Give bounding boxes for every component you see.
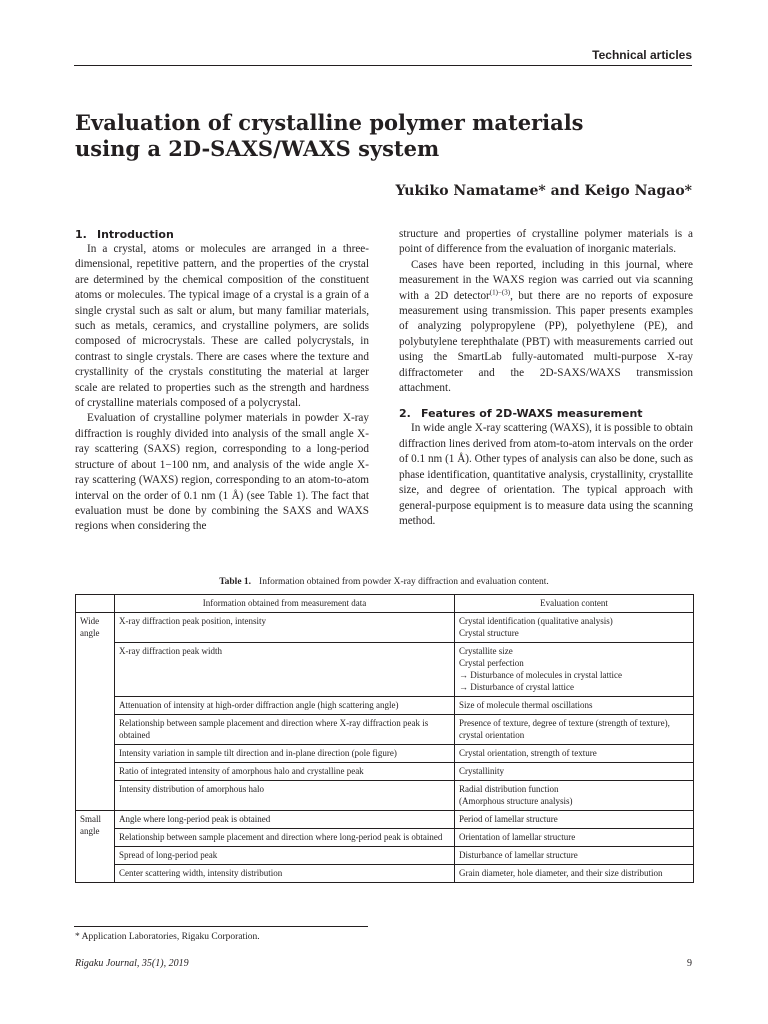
eval-line: Crystallite size <box>459 646 513 656</box>
table-cell-eval <box>455 811 694 829</box>
eval-line: → Disturbance of molecules in crystal lattice <box>459 670 622 680</box>
title-line-2: using a 2D-SAXS/WAXS system <box>75 136 440 161</box>
eval-line: Grain diameter, hole diameter, and their size distribution <box>459 868 663 878</box>
header-rule <box>74 65 692 66</box>
table-cell-eval <box>455 745 694 763</box>
title-line-1: Evaluation of crystalline polymer materials <box>75 110 584 135</box>
table-cell-info: Center scattering width, intensity distribution <box>115 865 455 883</box>
table-row <box>76 715 694 745</box>
table-group-label: Small angle <box>76 811 115 883</box>
table-caption <box>0 577 768 587</box>
right-column <box>399 227 693 529</box>
table-header-info: Information obtained from measurement data <box>115 595 455 613</box>
table-label: Table 1. <box>219 577 252 587</box>
eval-line: Crystal identification (qualitative analysis) <box>459 616 613 626</box>
info-table <box>75 594 694 883</box>
table-row <box>76 697 694 715</box>
eval-line: → Disturbance of crystal lattice <box>459 682 574 692</box>
eval-line: Disturbance of lamellar structure <box>459 850 578 860</box>
table-row <box>76 745 694 763</box>
eval-line: Orientation of lamellar structure <box>459 832 576 842</box>
section-2-heading <box>399 406 693 421</box>
table-cell-info: Intensity distribution of amorphous halo <box>115 781 455 811</box>
table-row <box>76 865 694 883</box>
table-body <box>76 613 694 883</box>
section-2-title: Features of 2D-WAXS measurement <box>421 407 643 421</box>
intro-paragraph-2-cont: structure and properties of crystalline polymer materials is a point of difference from the evaluation of inorganic materials. <box>399 228 693 256</box>
section-1-number: 1. <box>75 228 87 241</box>
article-title <box>75 110 635 162</box>
table-header-row <box>76 595 694 613</box>
table-row <box>76 613 694 643</box>
eval-line: Presence of texture, degree of texture (strength of texture), crystal orientation <box>459 718 670 740</box>
table-cell-info: X-ray diffraction peak position, intensity <box>115 613 455 643</box>
eval-line: Crystal orientation, strength of texture <box>459 748 597 758</box>
footnote: * Application Laboratories, Rigaku Corporation. <box>75 932 260 942</box>
authors: Yukiko Namatame* and Keigo Nagao* <box>395 183 692 199</box>
table-row <box>76 763 694 781</box>
table-cell-info: Angle where long-period peak is obtained <box>115 811 455 829</box>
table-cell-eval <box>455 643 694 697</box>
table-cell-eval <box>455 613 694 643</box>
table-cell-info: Spread of long-period peak <box>115 847 455 865</box>
table-group-label: Wide angle <box>76 613 115 811</box>
intro-paragraph-3: Cases have been reported, including in this journal, where measurement in the WAXS region was carried out via scanning with a 2D detector$^{(1)-(3)}$, but there are no reports of exposure measurement using transmission. This paper presents examples of analyzing polypropylene (PP), polyethylene (PE), and polybutylene terephthalate (PBT) with measurements carried out using the SmartLab fully-automated multi-purpose X-ray diffractometer and the 2D-SAXS/WAXS transmission attachment. <box>399 258 693 395</box>
table-row <box>76 643 694 697</box>
table-row <box>76 781 694 811</box>
table-cell-info: X-ray diffraction peak width <box>115 643 455 697</box>
section-1-heading <box>75 227 369 242</box>
table-cell-info: Relationship between sample placement and direction where X-ray diffraction peak is obtained <box>115 715 455 745</box>
table-caption-text: Information obtained from powder X-ray diffraction and evaluation content. <box>259 577 549 587</box>
table-row <box>76 811 694 829</box>
reference-marker: (1)−(3) <box>489 287 511 296</box>
eval-line: Radial distribution function <box>459 784 559 794</box>
table-cell-info: Ratio of integrated intensity of amorphous halo and crystalline peak <box>115 763 455 781</box>
table-header-eval: Evaluation content <box>455 595 694 613</box>
table-cell-eval <box>455 763 694 781</box>
table-cell-eval <box>455 781 694 811</box>
page-number: 9 <box>687 958 692 969</box>
section-2-number: 2. <box>399 407 411 421</box>
left-column <box>75 227 369 535</box>
waxs-paragraph-1: In wide angle X-ray scattering (WAXS), it is possible to obtain diffraction lines derived from atom-to-atom intervals on the order of 0.1 nm (1 Å). Other types of analysis can also be done, such as phase identification, quantitative analysis, crystallinity, crystallite size, and degree of orientation. The typical approach with general-purpose equipment is to measure data using the scanning method. <box>399 422 693 527</box>
table-cell-eval <box>455 829 694 847</box>
eval-line: Crystallinity <box>459 766 504 776</box>
table-cell-eval <box>455 847 694 865</box>
table-header-empty <box>76 595 115 613</box>
table-cell-eval <box>455 697 694 715</box>
eval-line: Size of molecule thermal oscillations <box>459 700 593 710</box>
table-cell-info: Intensity variation in sample tilt direction and in-plane direction (pole figure) <box>115 745 455 763</box>
intro-paragraph-2: Evaluation of crystalline polymer materials in powder X-ray diffraction is roughly divided into analysis of the small angle X-ray scattering (SAXS) region, corresponding to a long-period structure of about 1−100 nm, and analysis of the wide angle X-ray scattering (WAXS) region, corresponding to an atom-to-atom interval on the order of 0.1 nm (1 Å) (see Table 1). The fact that evaluation must be done by combining the SAXS and WAXS regions when considering the <box>75 412 369 533</box>
table-cell-eval <box>455 715 694 745</box>
section-1-title: Introduction <box>97 228 174 241</box>
table-row <box>76 847 694 865</box>
journal-citation: Rigaku Journal, 35(1), 2019 <box>75 958 189 969</box>
eval-line: Crystal structure <box>459 628 519 638</box>
table-cell-info: Relationship between sample placement and direction where long-period peak is obtained <box>115 829 455 847</box>
section-label: Technical articles <box>592 48 692 62</box>
eval-line: (Amorphous structure analysis) <box>459 796 573 806</box>
footnote-rule <box>74 926 368 927</box>
eval-line: Crystal perfection <box>459 658 524 668</box>
intro-paragraph-1: In a crystal, atoms or molecules are arranged in a three-dimensional, repetitive pattern, and the properties of the crystal are determined by the chemical composition of the constituent atoms or molecules. The typical image of a crystal is a grain of a single crystal such as salt or alum, but many familiar materials, such as metals, ceramics, and crystalline polymers, are solids composed of microcrystals. These are called polycrystals, in contrast to single crystals. There are cases where the texture and crystallinity of the crystals constituting the material at larger scale are related to properties such as the strength and hardness of crystalline materials composed of a polycrystal. <box>75 243 369 410</box>
table-cell-eval <box>455 865 694 883</box>
eval-line: Period of lamellar structure <box>459 814 558 824</box>
table-cell-info: Attenuation of intensity at high-order diffraction angle (high scattering angle) <box>115 697 455 715</box>
table-row <box>76 829 694 847</box>
